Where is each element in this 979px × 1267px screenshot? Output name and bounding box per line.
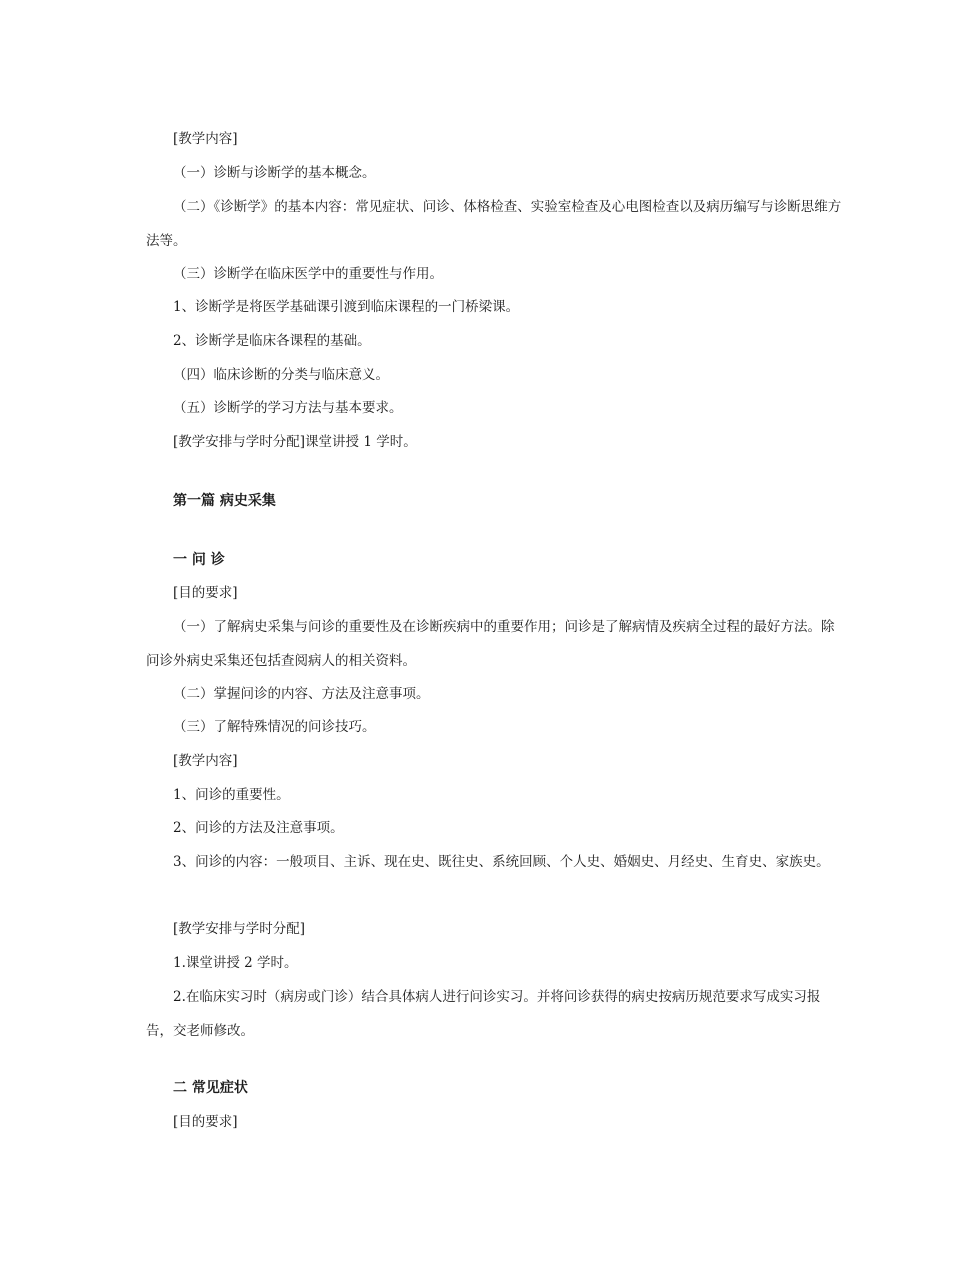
inquiry-content-3: 3、问诊的内容：一般项目、主诉、现在史、既往史、系统回顾、个人史、婚姻史、月经史、生育史、家族史。 [173,854,830,870]
part-title: 第一篇 病史采集 [173,493,276,509]
inquiry-schedule-2: 2.在临床实习时（病房或门诊）结合具体病人进行问诊实习。并将问诊获得的病史按病历规范要求写成实习报告，交老师修改。 [146,989,821,1039]
intro-item-5: 2、诊断学是临床各课程的基础。 [173,333,371,349]
inquiry-objective-3: （三）了解特殊情况的问诊技巧。 [173,719,376,735]
inquiry-objectives-label: [目的要求] [173,585,238,601]
intro-item-1: （一）诊断与诊断学的基本概念。 [173,165,376,181]
intro-item-2: （二）《诊断学》的基本内容：常见症状、问诊、体格检查、实验室检查及心电图检查以及病历编写与诊断思维方法等。 [146,199,842,249]
section-title-inquiry: 一 问 诊 [173,552,225,568]
symptoms-objectives-label: [目的要求] [173,1114,238,1130]
intro-content-label: [教学内容] [173,131,238,147]
inquiry-schedule-1: 1.课堂讲授 2 学时。 [173,955,298,971]
inquiry-content-label: [教学内容] [173,753,238,769]
inquiry-content-2: 2、问诊的方法及注意事项。 [173,820,344,836]
intro-item-7: （五）诊断学的学习方法与基本要求。 [173,400,403,416]
intro-item-3: （三）诊断学在临床医学中的重要性与作用。 [173,266,443,282]
inquiry-objective-2: （二）掌握问诊的内容、方法及注意事项。 [173,686,430,702]
inquiry-schedule-label: [教学安排与学时分配] [173,921,306,937]
intro-item-4: 1、诊断学是将医学基础课引渡到临床课程的一门桥梁课。 [173,299,520,315]
section-title-symptoms: 二 常见症状 [173,1080,248,1096]
intro-item-6: （四）临床诊断的分类与临床意义。 [173,367,389,383]
inquiry-content-1: 1、问诊的重要性。 [173,787,290,803]
intro-schedule: [教学安排与学时分配]课堂讲授 1 学时。 [173,434,417,450]
inquiry-objective-1: （一）了解病史采集与问诊的重要性及在诊断疾病中的重要作用；问诊是了解病情及疾病全过程的最好方法。除问诊外病史采集还包括查阅病人的相关资料。 [146,619,835,669]
